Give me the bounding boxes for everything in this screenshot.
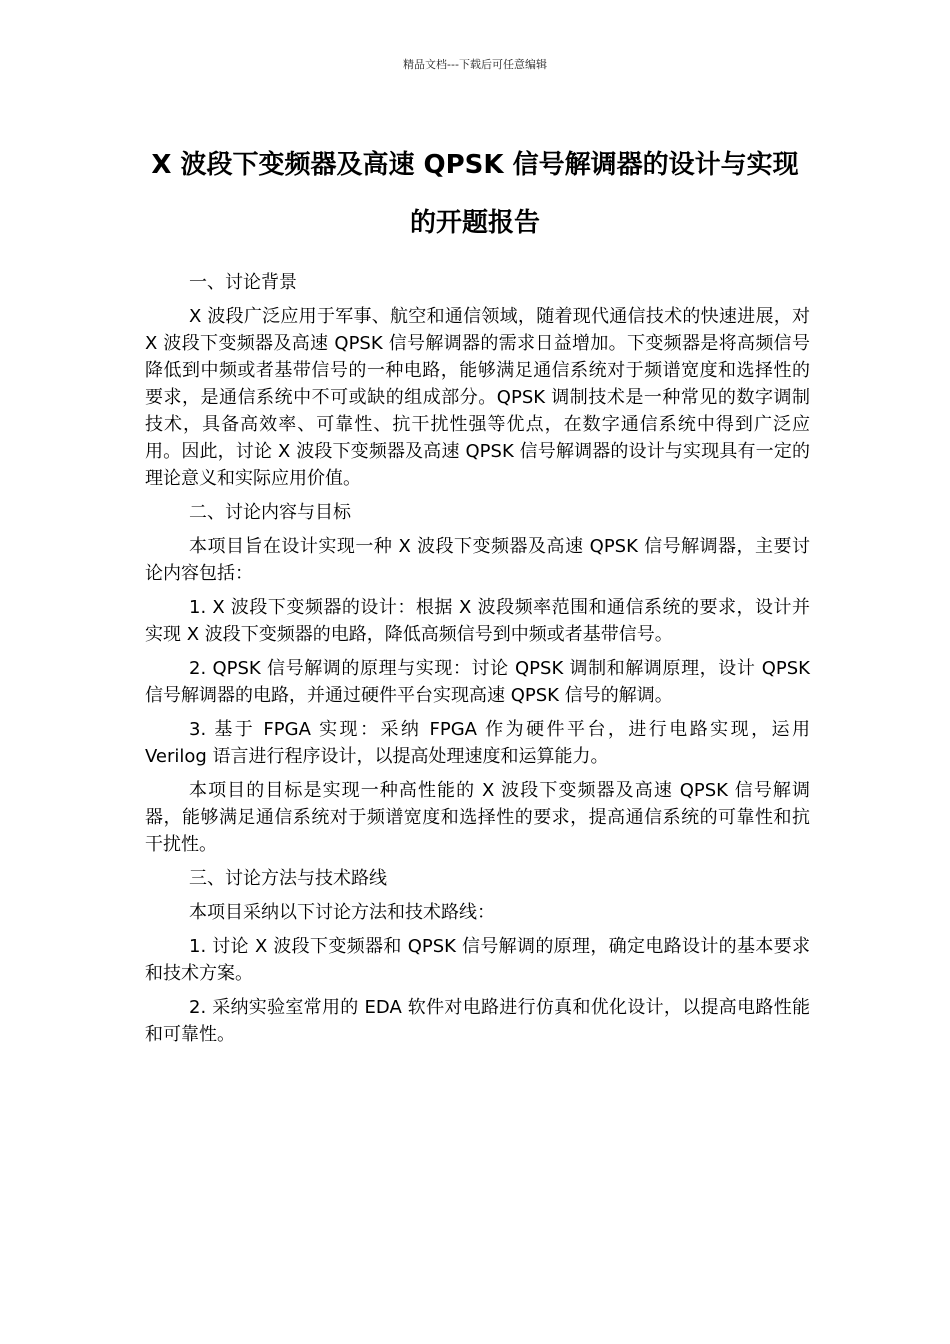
- list-item-method-eda: 2. 采纳实验室常用的 EDA 软件对电路进行仿真和优化设计，以提高电路性能和可靠性。: [145, 997, 810, 1045]
- list-item-downconverter: 1. X 波段下变频器的设计：根据 X 波段频率范围和通信系统的要求，设计并实现 X 波段下变频器的电路，降低高频信号到中频或者基带信号。: [145, 597, 810, 645]
- paragraph-content-intro: 本项目旨在设计实现一种 X 波段下变频器及高速 QPSK 信号解调器，主要讨论内容包括：: [145, 536, 810, 584]
- document-title: X 波段下变频器及高速 QPSK 信号解调器的设计与实现的开题报告: [151, 150, 799, 238]
- paragraph-background: X 波段广泛应用于军事、航空和通信领域，随着现代通信技术的快速进展，对 X 波段下变频器及高速 QPSK 信号解调器的需求日益增加。下变频器是将高频信号降低到中频或者基带信号的一种电路，能够满足通信系统对于频谱宽度和选择性的要求，是通信系统中不可或缺的组成部分。QPSK 调制技术是一种常见的数字调制技术，具备高效率、可靠性、抗干扰性强等优点，在数字通信系统中得到广泛应用。因此，讨论 X 波段下变频器及高速 QPSK 信号解调器的设计与实现具有一定的理论意义和实际应用价值。: [145, 306, 810, 489]
- paragraph-methods-intro: 本项目采纳以下讨论方法和技术路线：: [189, 902, 495, 923]
- paragraph-goals: 本项目的目标是实现一种高性能的 X 波段下变频器及高速 QPSK 信号解调器，能够满足通信系统对于频谱宽度和选择性的要求，提高通信系统的可靠性和抗干扰性。: [145, 780, 810, 855]
- list-item-fpga: 3. 基于 FPGA 实现：采纳 FPGA 作为硬件平台，进行电路实现，运用 Verilog 语言进行程序设计，以提高处理速度和运算能力。: [145, 719, 810, 767]
- list-item-method-principles: 1. 讨论 X 波段下变频器和 QPSK 信号解调的原理，确定电路设计的基本要求和技术方案。: [145, 936, 810, 984]
- section-heading-background: 一、讨论背景: [189, 272, 297, 293]
- section-heading-content-goals: 二、讨论内容与目标: [189, 502, 351, 523]
- section-heading-methods: 三、讨论方法与技术路线: [189, 868, 387, 889]
- page-header: 精品文档---下载后可任意编辑: [403, 58, 547, 71]
- list-item-qpsk-demod: 2. QPSK 信号解调的原理与实现：讨论 QPSK 调制和解调原理，设计 QPSK 信号解调器的电路，并通过硬件平台实现高速 QPSK 信号的解调。: [145, 658, 810, 706]
- document-body: [145, 269, 810, 1055]
